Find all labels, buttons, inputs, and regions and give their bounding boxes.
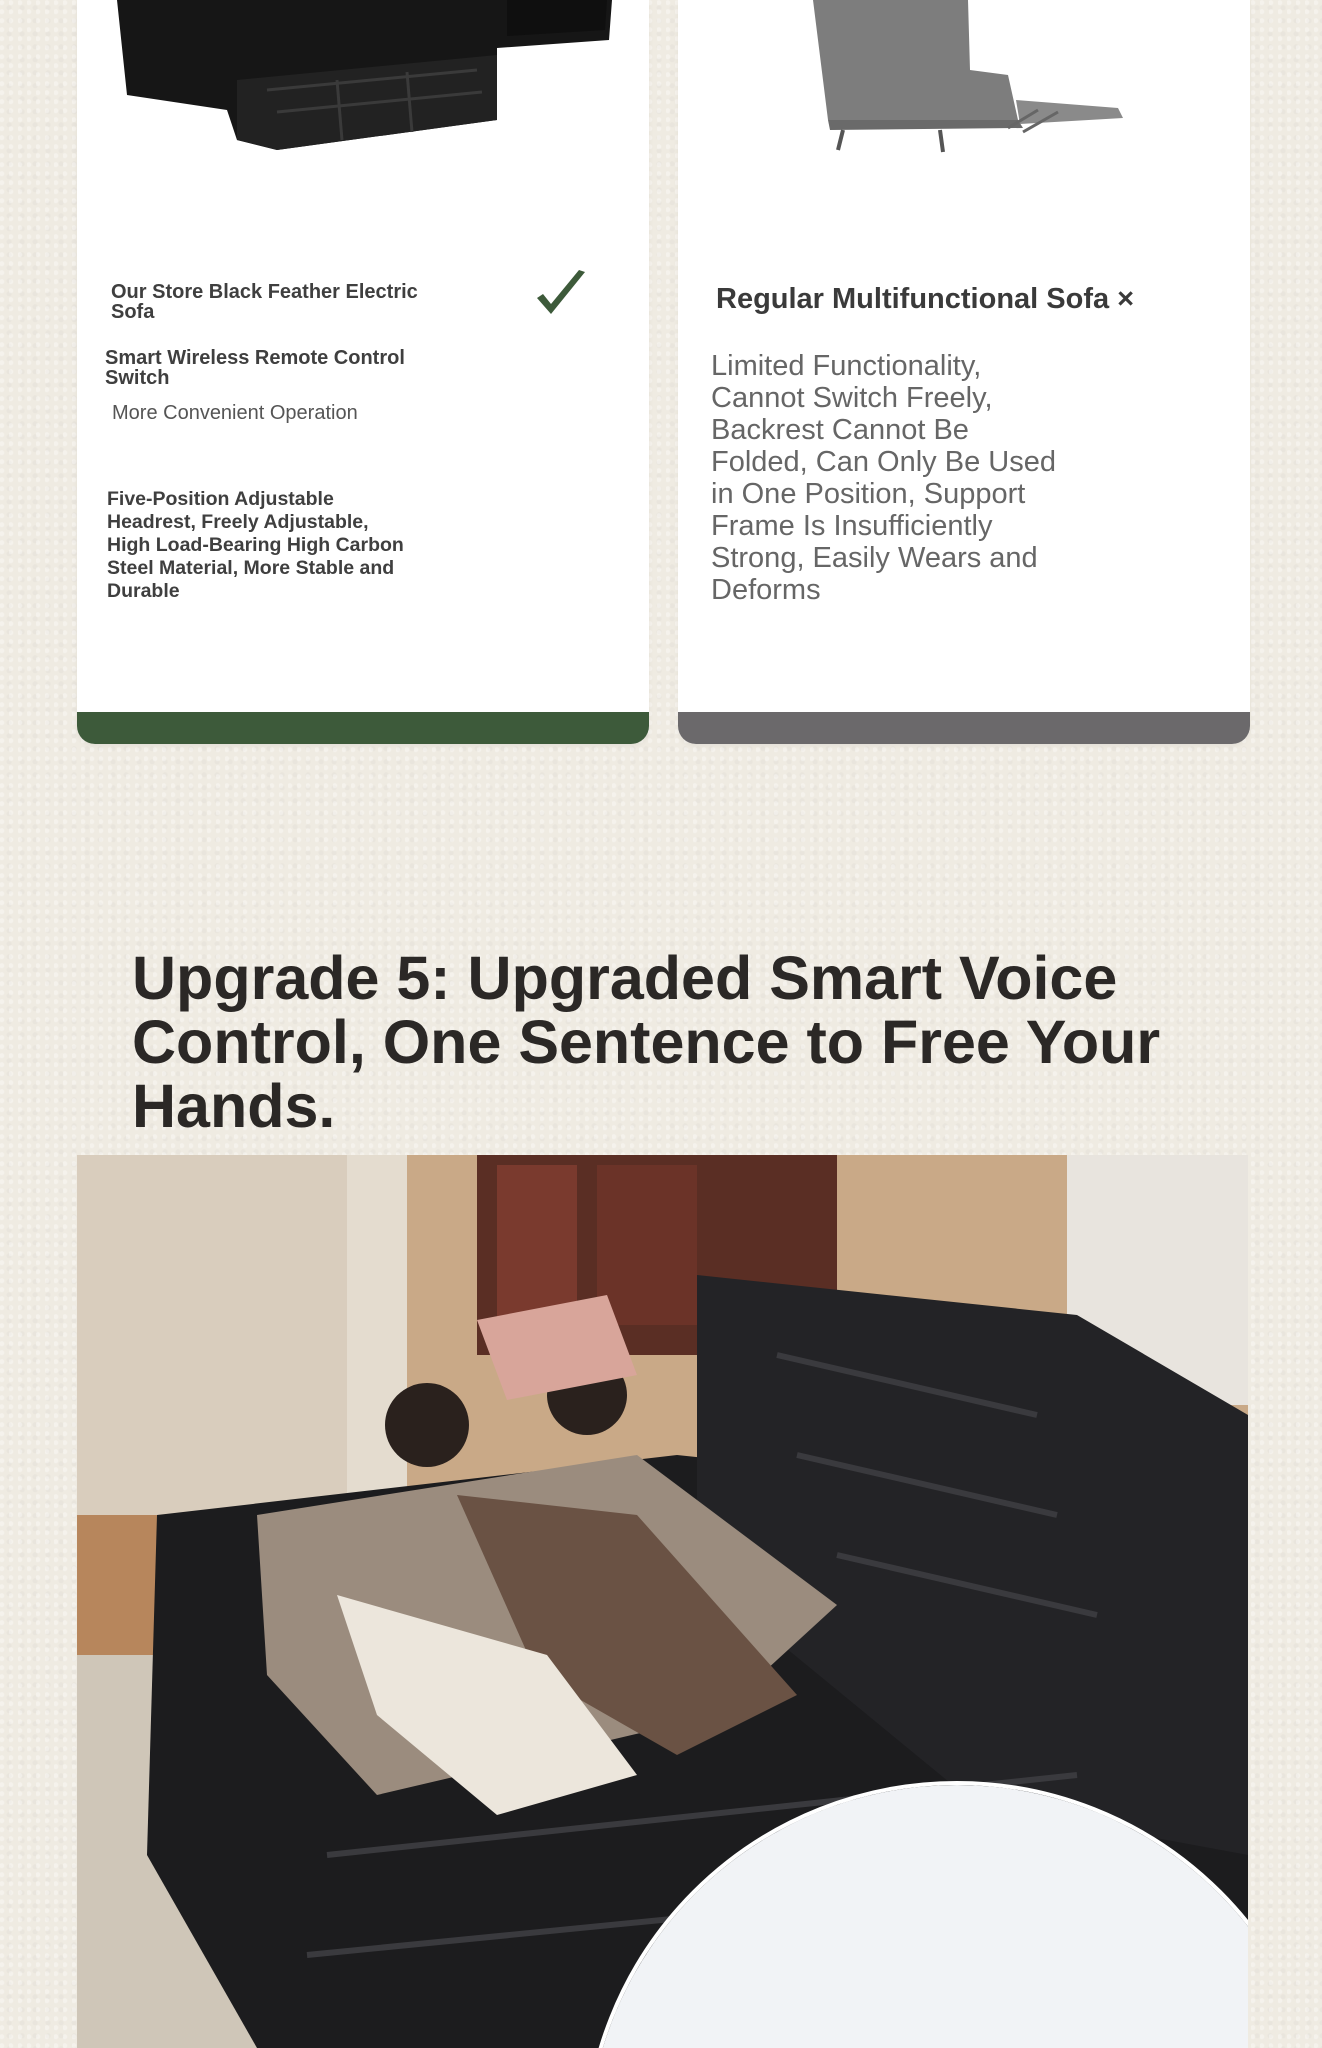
checkmark-icon <box>533 268 589 320</box>
card-footer-bar-gray <box>678 712 1250 744</box>
upgrade-5-heading: Upgrade 5: Upgraded Smart Voice Control, One Sentence to Free Your Hands. <box>132 944 1161 1140</box>
headrest-feature: Five-Position Adjustable Headrest, Freely Adjustable, High Load-Bearing High Carbon Steel Material, More Stable and Durable <box>107 488 404 602</box>
our-sofa-card <box>77 0 649 744</box>
lifestyle-photo <box>77 1155 1248 2048</box>
regular-recliner-image <box>678 0 1250 190</box>
regular-sofa-title: Regular Multifunctional Sofa × <box>716 283 1135 315</box>
remote-control-feature: Smart Wireless Remote Control Switch <box>105 347 405 389</box>
regular-sofa-card <box>678 0 1250 744</box>
black-electric-sofa-image <box>77 0 649 190</box>
card-footer-bar-green <box>77 712 649 744</box>
remote-control-subtext: More Convenient Operation <box>112 402 358 424</box>
our-sofa-title: Our Store Black Feather Electric Sofa <box>111 281 418 323</box>
regular-sofa-description: Limited Functionality, Cannot Switch Freely, Backrest Cannot Be Folded, Can Only Be Used in One Position, Support Frame Is Insufficiently Strong, Easily Wears and Deforms <box>711 350 1056 606</box>
